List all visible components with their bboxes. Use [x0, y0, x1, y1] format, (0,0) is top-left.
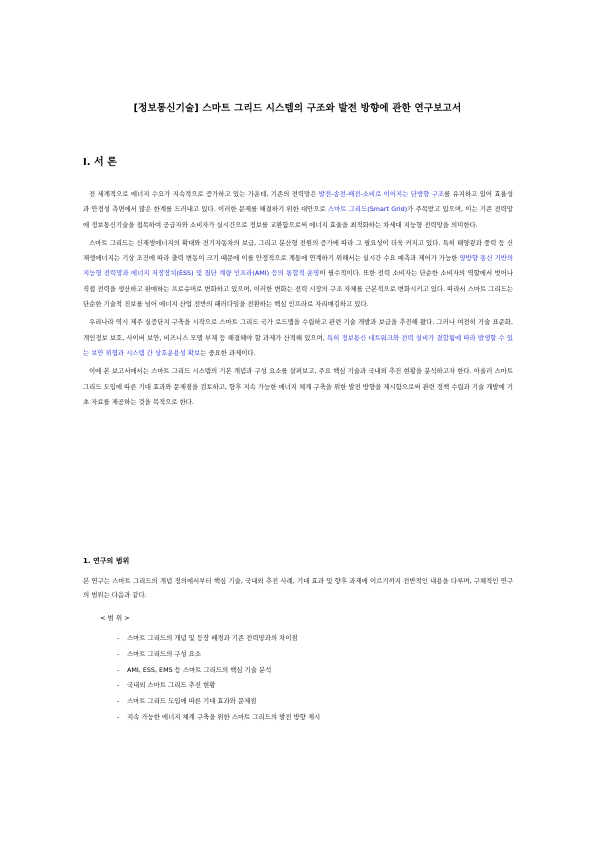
list-item-text: 스마트 그리드의 개념 및 등장 배경과 기존 전력망과의 차이점 — [127, 634, 298, 642]
body-text: 전 세계적으로 에너지 수요가 지속적으로 증가하고 있는 가운데, 기존의 전력망은 — [89, 190, 319, 198]
introduction-body — [83, 187, 513, 410]
scope-list-label: < 범 위 > — [100, 614, 130, 622]
list-item-text: 국내외 스마트 그리드 추진 현황 — [127, 681, 216, 690]
section-heading-introduction: Ⅰ. 서 론 — [83, 157, 117, 168]
body-paragraph — [83, 236, 513, 312]
list-item — [117, 663, 320, 679]
list-item — [117, 631, 320, 647]
body-paragraph — [83, 187, 513, 233]
list-item-text: 스마트 그리드의 구성 요소 — [127, 649, 202, 658]
body-paragraph — [83, 364, 513, 410]
body-text: 를 유지하고 있어 효율성과 안정성 측면에서 많은 한계를 드러내고 있다. 이러한 문제를 해결하기 위한 대안으로 — [83, 190, 513, 214]
list-item — [117, 647, 320, 663]
list-bullet: - — [117, 681, 120, 690]
list-item-text: 지속 가능한 에너지 체계 구축을 위한 스마트 그리드의 발전 방향 제시 — [127, 712, 321, 721]
list-bullet: - — [117, 712, 120, 721]
body-text: 우리나라 역시 제주 실증단지 구축을 시작으로 스마트 그리드 국가 로드맵을 수립하고 관련 기술 개발과 보급을 추진해 왔다. 그러나 여전히 기술 표준화, 개인정보 보호, 사이버 보안, 비즈니스 모델 부재 등 해결해야 할 과제가 산적해 있으며, — [83, 318, 513, 342]
body-text: 는 중요한 과제이다. — [200, 348, 256, 357]
body-text: 이에 본 보고서에서는 스마트 그리드 시스템의 기본 개념과 구성 요소를 살펴보고, 주요 핵심 기술과 국내외 추진 현황을 분석하고자 한다. 아울러 스마트 그리드 도입에 따른 기대 효과와 문제점을 검토하고, 향후 지속 가능한 에너지 체계 구축을 위한 발전 방향을 제시함으로써 관련 정책 수립과 기술 개발에 기초 자료를 제공하는 것을 목적으로 한다. — [83, 367, 513, 406]
list-bullet: - — [117, 697, 120, 706]
list-bullet: - — [117, 634, 120, 642]
subsection-heading-scope: 1. 연구의 범위 — [83, 557, 130, 565]
list-item-text: 스마트 그리드 도입에 따른 기대 효과와 문제점 — [127, 697, 257, 706]
highlighted-text: 특히 정보통신 네트워크와 전력 설비가 결합됨에 따라 발생할 수 있는 보안 위협과 시스템 간 상호운용성 확보 — [83, 333, 513, 357]
list-item — [117, 710, 320, 726]
list-item — [117, 678, 320, 694]
highlighted-text: 스마트 그리드(Smart Grid) — [327, 205, 408, 214]
list-bullet: - — [117, 649, 120, 658]
list-item-text: AMI, ESS, EMS 등 스마트 그리드의 핵심 기술 분석 — [127, 665, 272, 674]
list-bullet: - — [117, 665, 120, 674]
document-title: [정보통신기술] 스마트 그리드 시스템의 구조와 발전 방향에 관한 연구보고서 — [133, 103, 462, 114]
scope-list — [117, 631, 320, 726]
body-text: 스마트 그리드는 신재생에너지의 확대와 전기자동차의 보급, 그리고 분산형 전원의 증가에 따라 그 필요성이 더욱 커지고 있다. 특히 태양광과 풍력 등 신재생에너지는 기상 조건에 따라 출력 변동이 크기 때문에 이를 안정적으로 계통에 연계하기 위해서는 실시간 수요 예측과 제어가 가능한 — [83, 238, 513, 263]
body-text: 이 필수적이다. 또한 전력 소비자는 단순한 소비자의 역할에서 벗어나 직접 전력을 생산하고 판매하는 프로슈머로 변화하고 있으며, 이러한 변화는 전력 시장의 구조 자체를 근본적으로 변화시키고 있다. 따라서 스마트 그리드는 단순한 기술적 진보를 넘어 에너지 산업 전반의 패러다임을 전환하는 핵심 인프라로 자리매김하고 있다. — [83, 269, 513, 309]
body-text: 가 주목받고 있으며, 이는 기존 전력망에 정보통신기술을 접목하여 공급자와 소비자가 실시간으로 정보를 교환함으로써 에너지 효율을 최적화하는 차세대 지능형 전력망을 의미한다. — [83, 205, 513, 229]
scope-paragraph: 본 연구는 스마트 그리드의 개념 정의에서부터 핵심 기술, 국내외 추진 사례, 기대 효과 및 향후 과제에 이르기까지 전반적인 내용을 다루며, 구체적인 연구의 범위는 다음과 같다. — [83, 577, 513, 599]
highlighted-text: 양방향 통신 기반의 지능형 전력망과 에너지 저장장치(ESS) 및 첨단 계량 인프라(AMI) 등의 통합적 운영 — [83, 254, 513, 278]
list-item — [117, 694, 320, 710]
body-paragraph — [83, 315, 513, 361]
highlighted-text: 발전-송전-배전-소비로 이어지는 단방향 구조 — [318, 190, 445, 198]
